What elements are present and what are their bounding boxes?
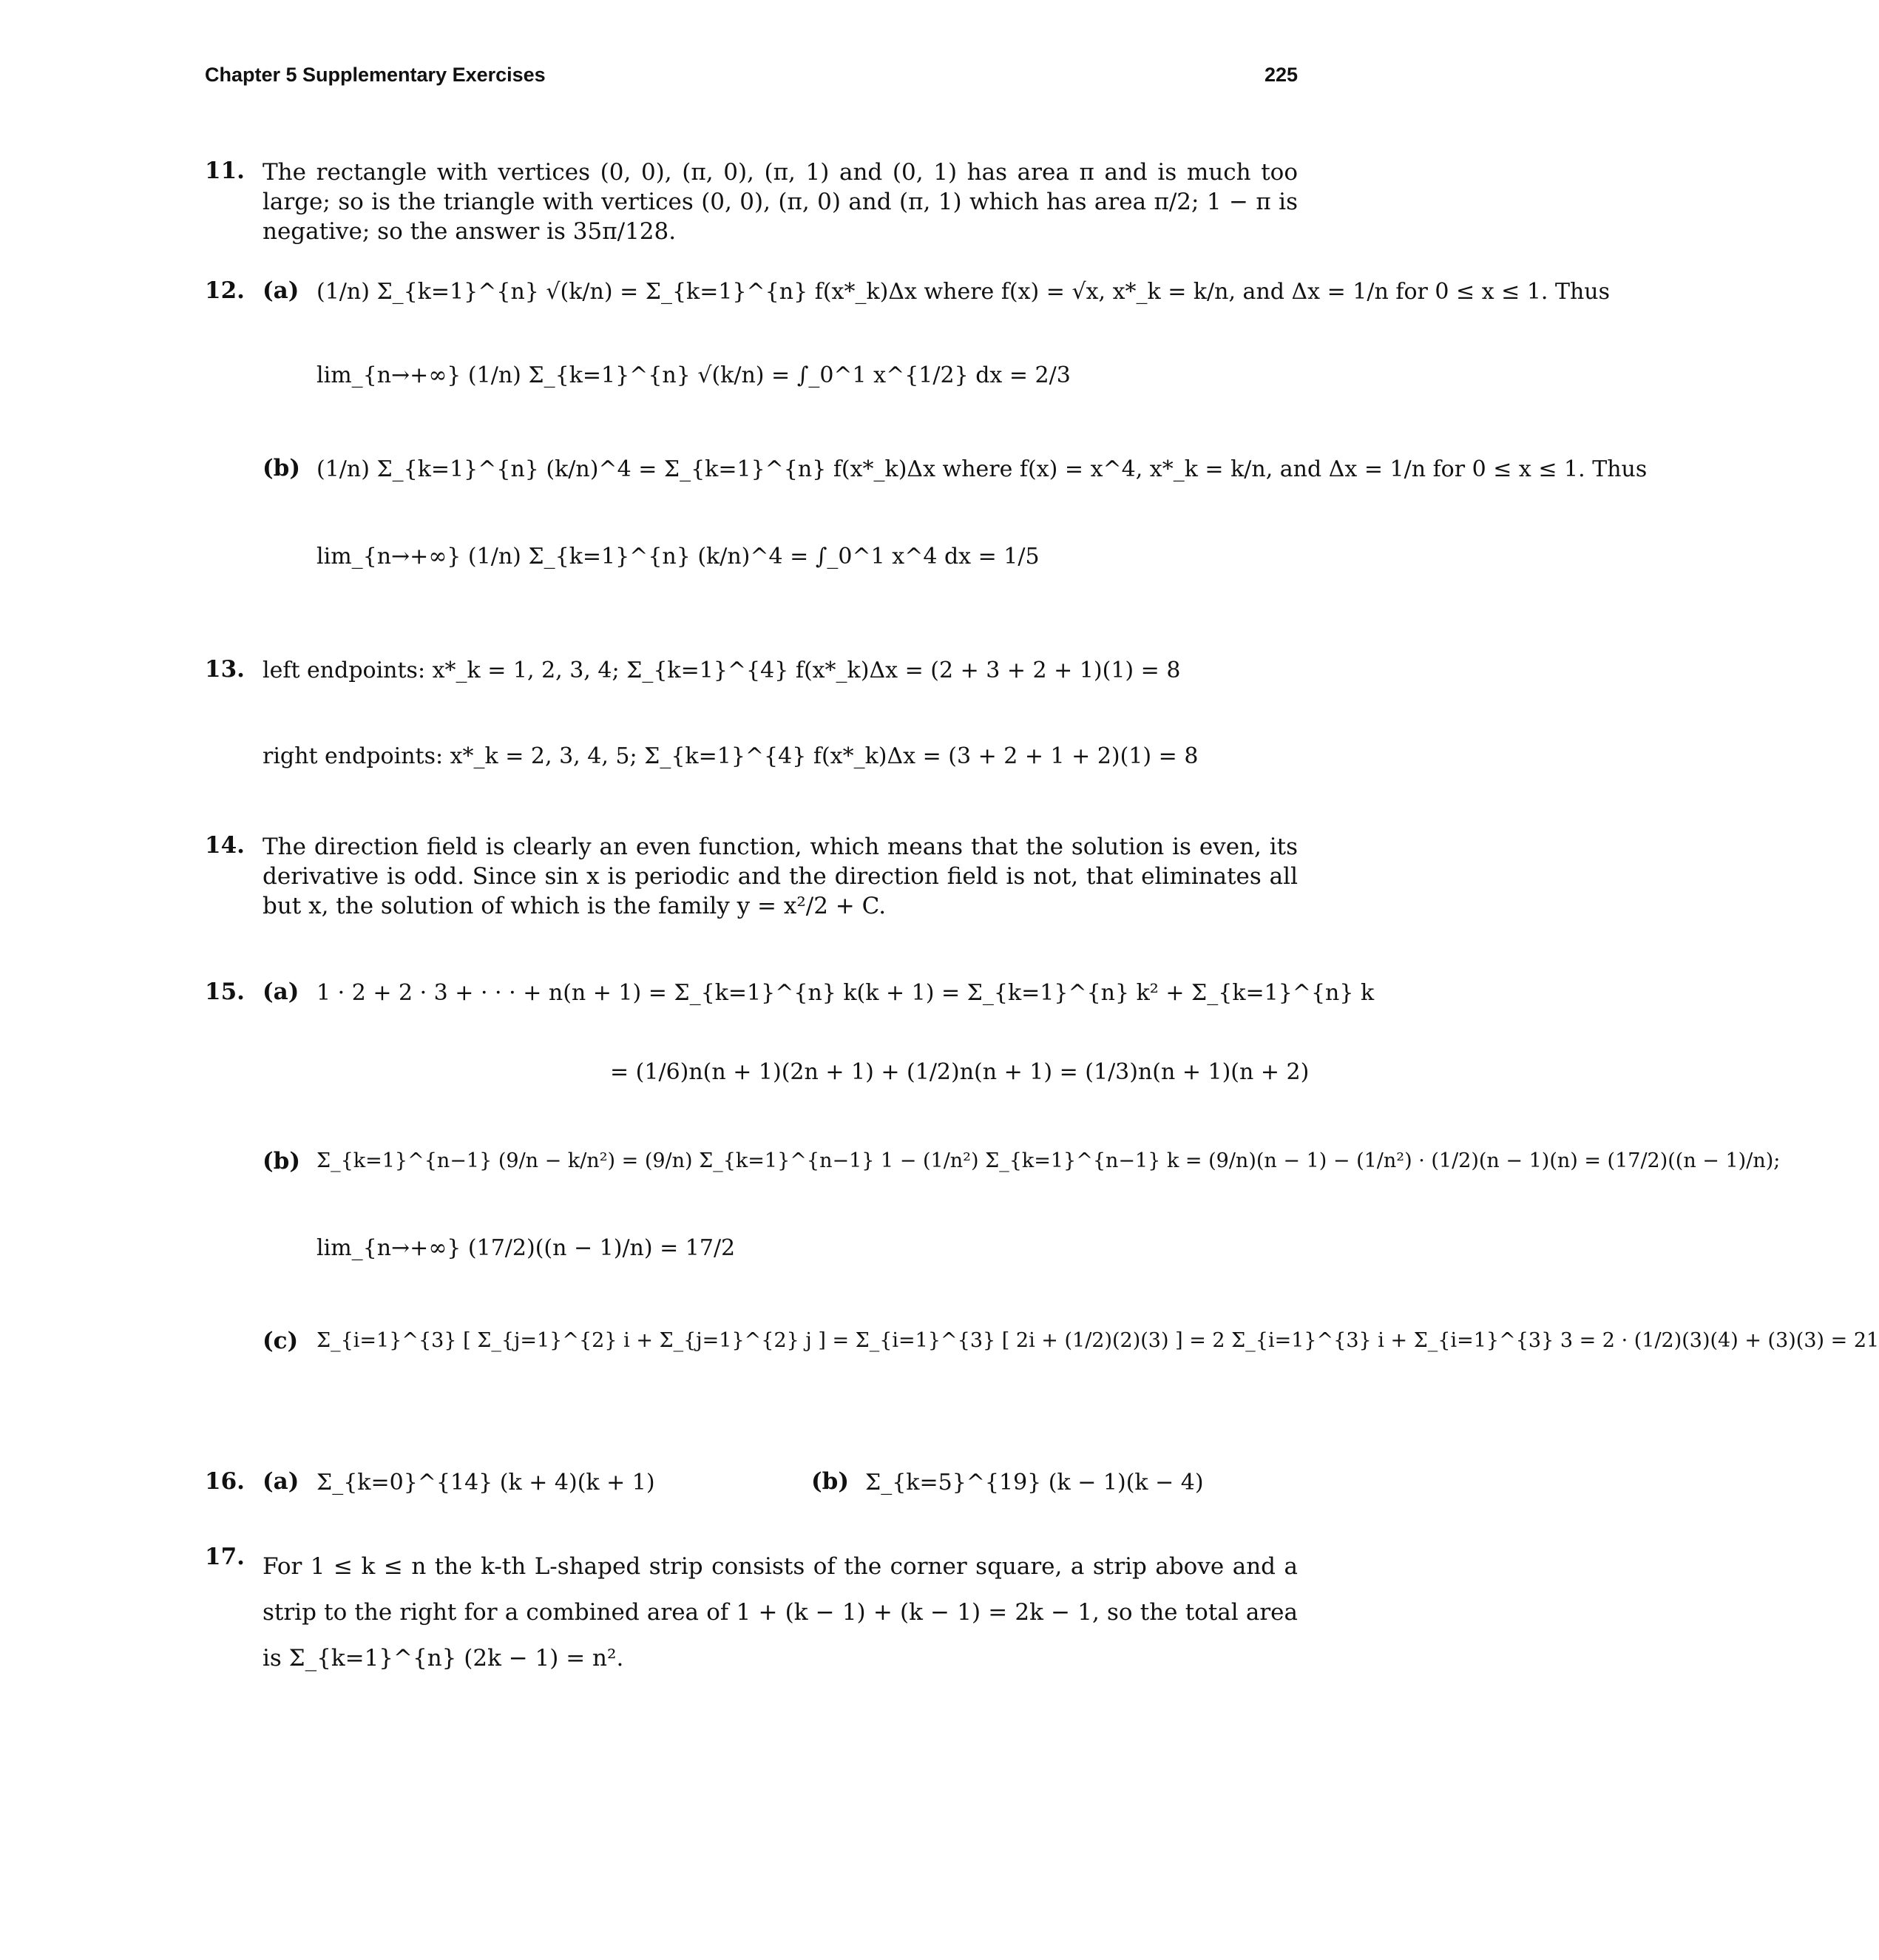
exercise-15b-equation-1: Σ_{k=1}^{n−1} (9/n − k/n²) = (9/n) Σ_{k=1}^{n−1} 1 − (1/n²) Σ_{k=1}^{n−1} k = (9/n)(n − 1) − (1/n²) · (1/2)(n − 1)(n) = (17/2)((n − 1)/n);	[316, 1149, 1781, 1172]
exercise-11-number: 11.	[205, 158, 245, 184]
chapter-title: Chapter 5 Supplementary Exercises	[205, 64, 546, 86]
exercise-12a-equation-2: lim_{n→+∞} (1/n) Σ_{k=1}^{n} √(k/n) = ∫_0^1 x^{1/2} dx = 2/3	[316, 362, 1071, 388]
exercise-13-left-endpoints: left endpoints: x*_k = 1, 2, 3, 4; Σ_{k=1}^{4} f(x*_k)Δx = (2 + 3 + 2 + 1)(1) = 8	[263, 658, 1181, 683]
exercise-12-number: 12.	[205, 277, 245, 304]
exercise-16b-expression: Σ_{k=5}^{19} (k − 1)(k − 4)	[865, 1470, 1204, 1496]
exercise-16b-label: (b)	[811, 1468, 850, 1495]
exercise-16a-expression: Σ_{k=0}^{14} (k + 4)(k + 1)	[316, 1470, 655, 1496]
exercise-14-text: The direction field is clearly an even function, which means that the solution is even, its derivative is odd. Since sin x is periodic and the direction field is not, that eliminates all but x, the solution of which is the family y = x²/2 + C.	[263, 834, 1298, 919]
exercise-15a-equation-2: = (1/6)n(n + 1)(2n + 1) + (1/2)n(n + 1) = (1/3)n(n + 1)(n + 2)	[610, 1059, 1310, 1085]
exercise-11-text: The rectangle with vertices (0, 0), (π, 0), (π, 1) and (0, 1) has area π and is much too large; so is the triangle with vertices (0, 0), (π, 0) and (π, 1) which has area π/2; 1 − π is negative; so the answer is 35π/128.	[263, 159, 1298, 245]
exercise-12b-label: (b)	[263, 455, 301, 481]
exercise-14-number: 14.	[205, 832, 245, 859]
exercise-17-text: For 1 ≤ k ≤ n the k-th L-shaped strip consists of the corner square, a strip above and a strip to the right for a combined area of 1 + (k − 1) + (k − 1) = 2k − 1, so the total area is Σ_{k=1}^{n} (2k − 1) = n².	[263, 1553, 1298, 1672]
exercise-16-number: 16.	[205, 1468, 245, 1495]
exercise-15c-label: (c)	[263, 1328, 299, 1354]
exercise-13-number: 13.	[205, 656, 245, 683]
exercise-12a-label: (a)	[263, 277, 299, 304]
exercise-12a-equation-1: (1/n) Σ_{k=1}^{n} √(k/n) = Σ_{k=1}^{n} f(x*_k)Δx where f(x) = √x, x*_k = k/n, and Δx = 1/n for 0 ≤ x ≤ 1. Thus	[316, 279, 1611, 305]
exercise-13-right-endpoints: right endpoints: x*_k = 2, 3, 4, 5; Σ_{k=1}^{4} f(x*_k)Δx = (3 + 2 + 1 + 2)(1) = 8	[263, 743, 1199, 769]
exercise-15a-equation-1: 1 · 2 + 2 · 3 + · · · + n(n + 1) = Σ_{k=1}^{n} k(k + 1) = Σ_{k=1}^{n} k² + Σ_{k=1}^{n} k	[316, 980, 1375, 1006]
exercise-15c-equation: Σ_{i=1}^{3} [ Σ_{j=1}^{2} i + Σ_{j=1}^{2} j ] = Σ_{i=1}^{3} [ 2i + (1/2)(2)(3) ] = 2 Σ_{i=1}^{3} i + Σ_{i=1}^{3} 3 = 2 · (1/2)(3)(4) + (3)(3) = 21	[316, 1329, 1879, 1352]
page-number: 225	[1264, 64, 1298, 86]
exercise-16a-label: (a)	[263, 1468, 299, 1495]
exercise-15a-label: (a)	[263, 979, 299, 1005]
exercise-17-number: 17.	[205, 1544, 245, 1570]
exercise-15b-label: (b)	[263, 1148, 301, 1175]
exercise-15-number: 15.	[205, 979, 245, 1005]
exercise-12b-equation-1: (1/n) Σ_{k=1}^{n} (k/n)^4 = Σ_{k=1}^{n} f(x*_k)Δx where f(x) = x^4, x*_k = k/n, and Δx = 1/n for 0 ≤ x ≤ 1. Thus	[316, 456, 1648, 482]
page-header	[205, 64, 1298, 87]
exercise-15b-equation-2: lim_{n→+∞} (17/2)((n − 1)/n) = 17/2	[316, 1235, 736, 1261]
exercise-12b-equation-2: lim_{n→+∞} (1/n) Σ_{k=1}^{n} (k/n)^4 = ∫_0^1 x^4 dx = 1/5	[316, 544, 1040, 570]
